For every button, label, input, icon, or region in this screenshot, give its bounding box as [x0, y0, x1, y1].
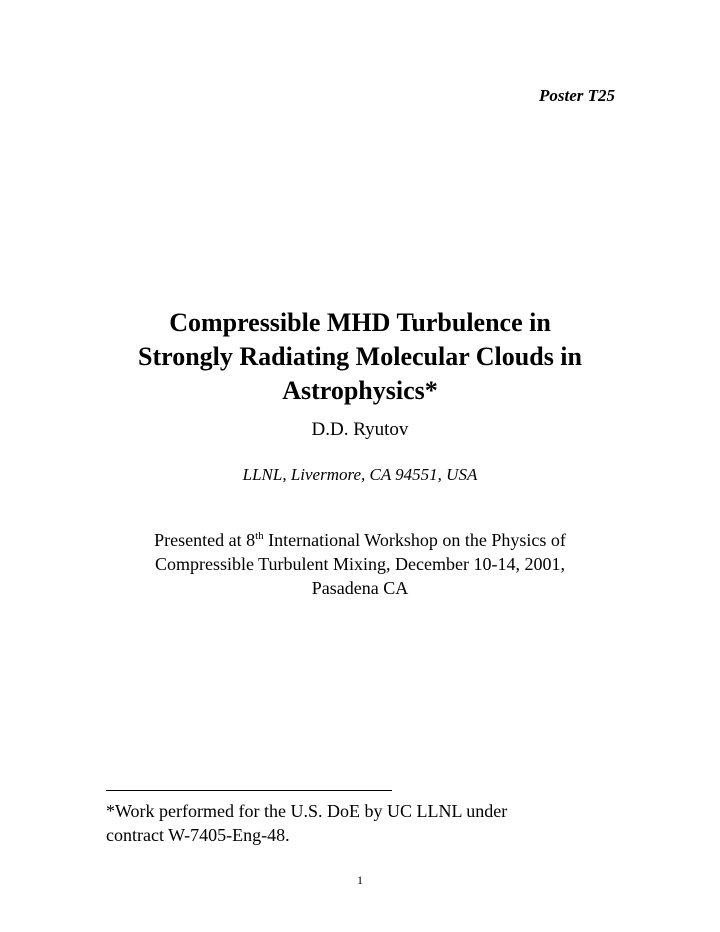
presentation-note — [0, 528, 720, 600]
ordinal-suffix: th — [255, 530, 264, 542]
footnote — [106, 799, 626, 847]
presentation-prefix: Presented at 8 — [154, 530, 256, 550]
title-line: Strongly Radiating Molecular Clouds in — [138, 342, 582, 371]
paper-title — [0, 306, 720, 408]
footnote-divider — [106, 790, 392, 791]
title-line: Compressible MHD Turbulence in — [169, 308, 551, 337]
footnote-line: contract W-7405-Eng-48. — [106, 825, 290, 845]
footnote-line: *Work performed for the U.S. DoE by UC LLNL under — [106, 801, 508, 821]
author: D.D. Ryutov — [311, 419, 409, 440]
page-number: 1 — [357, 873, 363, 887]
poster-label: Poster T25 — [538, 86, 615, 105]
presentation-line: Compressible Turbulent Mixing, December 10-14, 2001, — [155, 554, 565, 574]
title-line: Astrophysics* — [282, 376, 438, 405]
affiliation: LLNL, Livermore, CA 94551, USA — [242, 465, 478, 484]
presentation-suffix: International Workshop on the Physics of — [263, 530, 566, 550]
presentation-line — [0, 528, 720, 552]
presentation-line: Pasadena CA — [311, 578, 409, 598]
